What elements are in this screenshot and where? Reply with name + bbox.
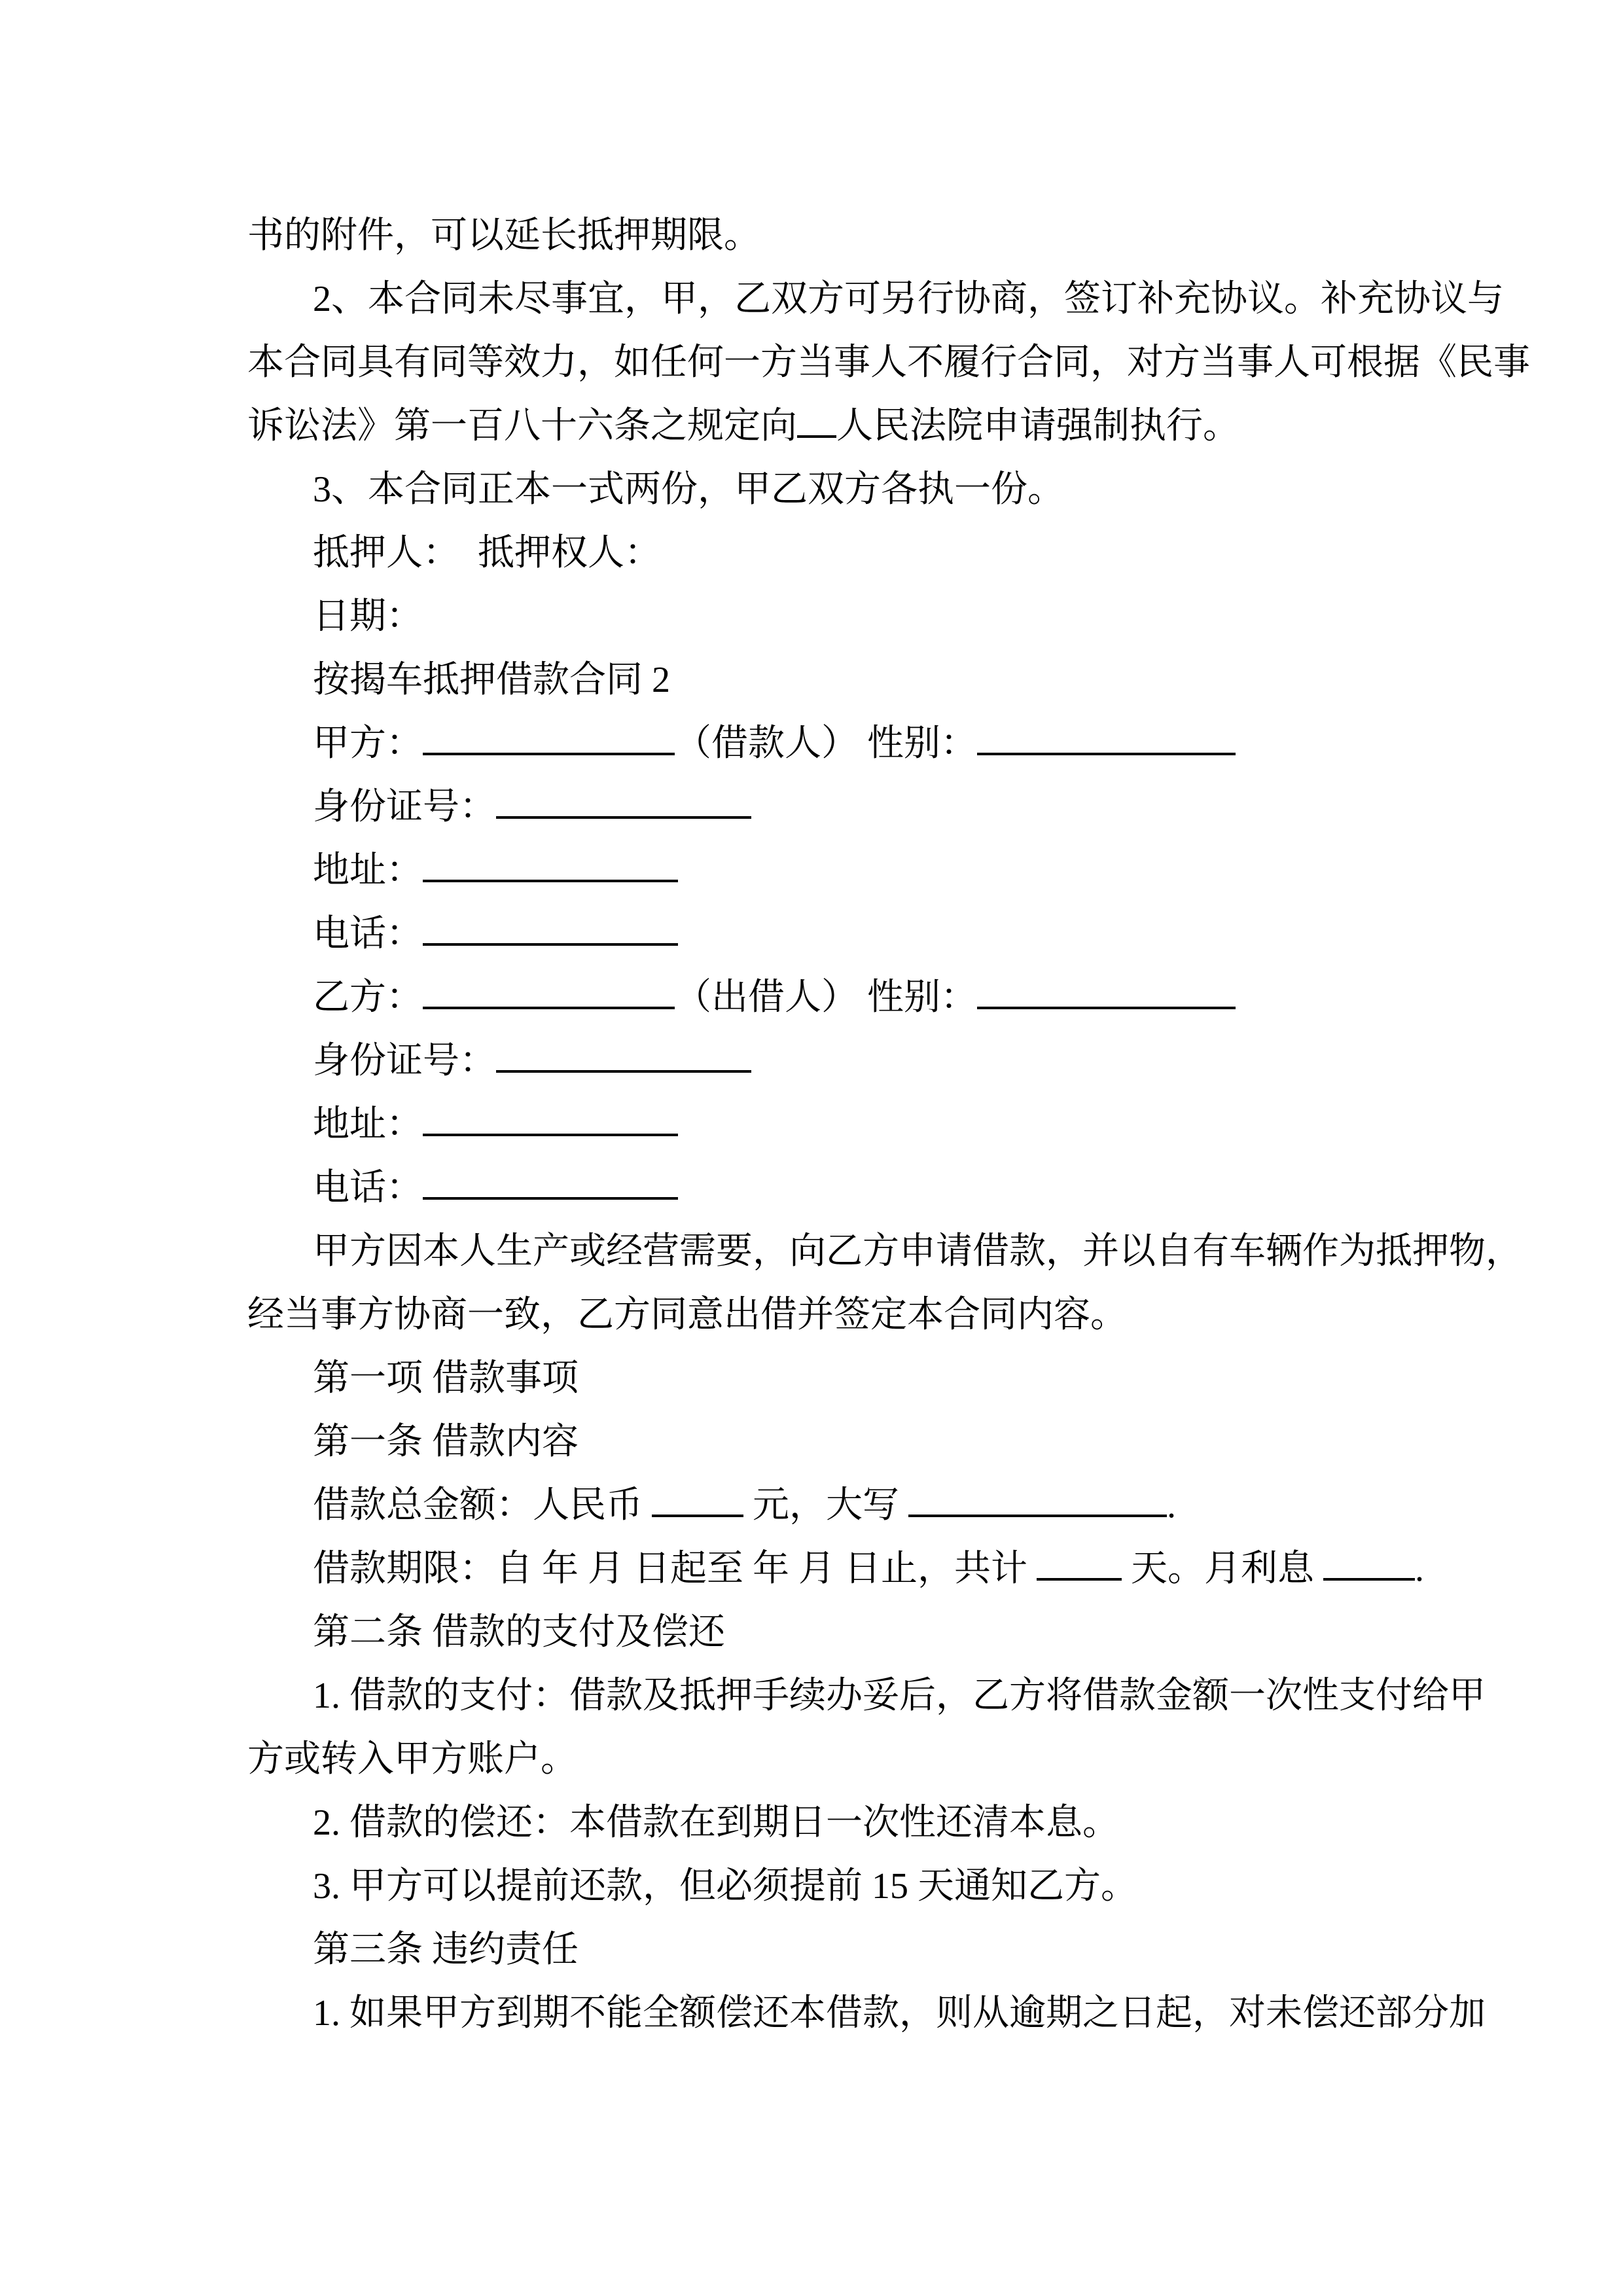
- text-segment: 第三条 违约责任: [313, 1929, 579, 1970]
- fill-in-blank-underline: [423, 1171, 678, 1200]
- fill-in-blank-underline: [977, 726, 1236, 755]
- text-line-5: [247, 458, 1419, 522]
- fill-in-blank-underline: [652, 1488, 743, 1517]
- text-line-9: [247, 712, 1419, 776]
- text-line-10: [247, 776, 1419, 839]
- text-segment: 地址：: [313, 850, 423, 891]
- text-line-26: [247, 1791, 1419, 1855]
- text-segment: 借款总金额：人民币: [313, 1485, 652, 1526]
- text-line-13: [247, 966, 1419, 1030]
- fill-in-blank-underline: [797, 409, 836, 438]
- fill-in-blank-underline: [977, 980, 1236, 1009]
- text-line-3: [247, 331, 1530, 395]
- text-line-2: [247, 268, 1504, 331]
- fill-in-blank-underline: [423, 1107, 678, 1136]
- text-line-18: [247, 1283, 1419, 1347]
- text-segment: 元，大写: [743, 1485, 908, 1526]
- fill-in-blank-underline: [496, 1044, 751, 1073]
- text-line-14: [247, 1030, 1419, 1093]
- text-segment: 2、本合同未尽事宜，甲，乙双方可另行协商，签订补充协议。补充协议与: [313, 279, 1504, 319]
- text-segment: 抵押人： 抵押权人：: [313, 533, 661, 573]
- text-segment: 第二条 借款的支付及偿还: [313, 1612, 725, 1653]
- text-segment: 1. 借款的支付：借款及抵押手续办妥后，乙方将借款金额一次性支付给甲: [313, 1676, 1486, 1716]
- text-segment: 1. 如果甲方到期不能全额偿还本借款，则从逾期之日起，对未偿还部分加: [313, 1993, 1486, 2034]
- fill-in-blank-underline: [423, 917, 678, 946]
- document-content: [247, 204, 1530, 2045]
- text-segment: 本合同具有同等效力，如任何一方当事人不履行合同，对方当事人可根据《民事: [247, 342, 1530, 383]
- text-segment: 3. 甲方可以提前还款，但必须提前 15 天通知乙方。: [313, 1866, 1137, 1907]
- text-line-19: [247, 1347, 1419, 1410]
- text-segment: 电话：: [313, 1168, 423, 1208]
- text-segment: 3、本合同正本一式两份，甲乙双方各执一份。: [313, 469, 1064, 510]
- fill-in-blank-underline: [1037, 1552, 1122, 1581]
- text-segment: 电话：: [313, 914, 423, 954]
- text-line-7: [247, 585, 1419, 649]
- text-segment: 按揭车抵押借款合同 2: [313, 660, 670, 700]
- fill-in-blank-underline: [423, 853, 678, 882]
- text-line-28: [247, 1918, 1419, 1982]
- text-segment: 身份证号：: [313, 1041, 496, 1081]
- fill-in-blank-underline: [496, 790, 751, 819]
- text-line-12: [247, 903, 1419, 966]
- text-line-4: [247, 395, 1419, 458]
- fill-in-blank-underline: [1323, 1552, 1415, 1581]
- text-line-15: [247, 1093, 1419, 1157]
- text-line-23: [247, 1601, 1419, 1664]
- text-line-6: [247, 522, 1419, 585]
- text-line-24: [247, 1664, 1486, 1728]
- text-line-25: [247, 1728, 1419, 1791]
- text-segment: 诉讼法》第一百八十六条之规定向: [247, 406, 797, 446]
- text-segment: 乙方：: [313, 977, 423, 1018]
- text-segment: （出借人） 性别：: [675, 977, 977, 1018]
- text-segment: 甲方因本人生产或经营需要，向乙方申请借款，并以自有车辆作为抵押物，: [313, 1231, 1522, 1272]
- text-segment: 身份证号：: [313, 787, 496, 827]
- fill-in-blank-underline: [908, 1488, 1167, 1517]
- text-segment: 借款期限：自 年 月 日起至 年 月 日止，共计: [313, 1549, 1037, 1589]
- text-line-29: [247, 1982, 1486, 2045]
- text-segment: 甲方：: [313, 723, 423, 764]
- text-line-8: [247, 649, 1419, 712]
- text-segment: 日期：: [313, 596, 423, 637]
- text-line-22: [247, 1537, 1424, 1601]
- text-line-21: [247, 1474, 1419, 1537]
- text-line-20: [247, 1410, 1419, 1474]
- text-segment: 天。月利息: [1122, 1549, 1323, 1589]
- fill-in-blank-underline: [423, 726, 675, 755]
- fill-in-blank-underline: [423, 980, 675, 1009]
- text-segment: 方或转入甲方账户。: [247, 1739, 577, 1780]
- text-segment: 第一条 借款内容: [313, 1422, 579, 1462]
- text-line-27: [247, 1855, 1419, 1918]
- text-segment: 2. 借款的偿还：本借款在到期日一次性还清本息。: [313, 1803, 1119, 1843]
- text-segment: 人民法院申请强制执行。: [836, 406, 1240, 446]
- text-segment: 经当事方协商一致，乙方同意出借并签定本合同内容。: [247, 1295, 1127, 1335]
- text-segment: .: [1167, 1485, 1176, 1526]
- text-line-16: [247, 1157, 1419, 1220]
- text-segment: .: [1415, 1549, 1424, 1589]
- text-segment: 书的附件，可以延长抵押期限。: [247, 215, 760, 256]
- text-segment: 地址：: [313, 1104, 423, 1145]
- text-line-1: [247, 204, 1419, 268]
- text-segment: 第一项 借款事项: [313, 1358, 579, 1399]
- text-line-11: [247, 839, 1419, 903]
- text-segment: （借款人） 性别：: [675, 723, 977, 764]
- text-line-17: [247, 1220, 1522, 1283]
